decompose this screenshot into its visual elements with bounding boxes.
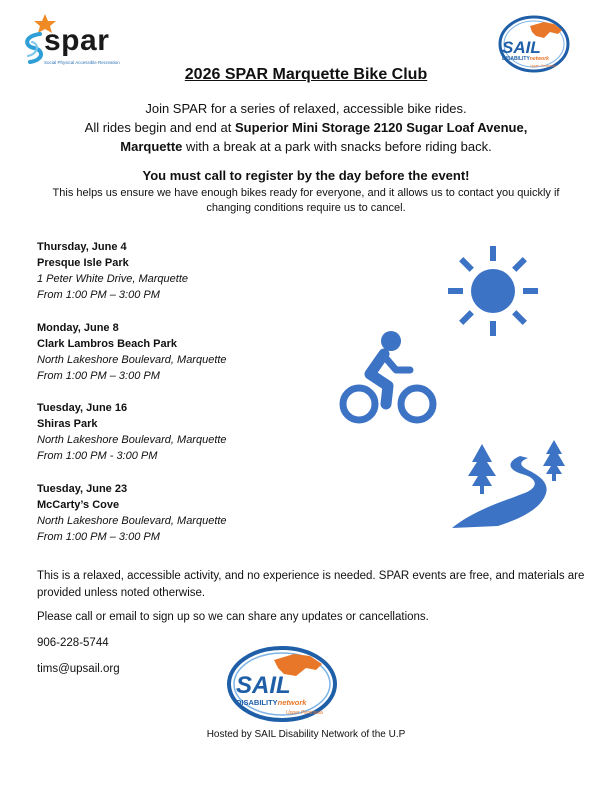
ride-address: North Lakeshore Boulevard, Marquette xyxy=(37,515,227,527)
contact-phone[interactable]: 906-228-5744 xyxy=(37,637,109,649)
sail-caption: Upper Peninsula xyxy=(286,710,323,716)
ride-item xyxy=(37,481,367,545)
ride-day: Monday, June 8 xyxy=(37,322,119,334)
ride-day: Thursday, June 4 xyxy=(37,241,127,253)
spar-tagline: Social Physical Accessible Recreation xyxy=(44,60,120,65)
ride-address: 1 Peter White Drive, Marquette xyxy=(37,273,189,285)
intro-text: Join SPAR for a series of relaxed, accessible bike rides. All rides begin and end at Superior Mini Storage 2120 Sugar Loaf Avenue, Marquette with a break at a park with snacks before riding back. xyxy=(84,101,528,154)
register-notice: You must call to register by the day before the event! xyxy=(142,168,470,183)
spar-wordmark: spar xyxy=(44,24,110,57)
ride-day: Tuesday, June 23 xyxy=(37,483,128,495)
swirl-icon xyxy=(27,34,41,62)
contact-email[interactable]: tims@upsail.org xyxy=(37,663,120,675)
ride-address: North Lakeshore Boulevard, Marquette xyxy=(37,434,227,446)
contact-prompt: Please call or email to sign up so we can share any updates or cancellations. xyxy=(37,611,429,623)
ride-time: From 1:00 PM – 3:00 PM xyxy=(37,531,160,543)
trail-trees-icon xyxy=(444,436,574,536)
sail-wordmark: SAIL xyxy=(502,38,541,57)
tree-icon xyxy=(543,440,565,474)
register-detail: This helps us ensure we have enough bikes ready for everyone, and it allows us to contact you quickly if changing conditions require us to cancel. xyxy=(52,187,560,214)
ride-park: McCarty’s Cove xyxy=(37,499,120,511)
sail-subtitle: DISABILITYnetwork xyxy=(502,56,549,62)
ride-park: Shiras Park xyxy=(37,418,98,430)
ride-time: From 1:00 PM - 3:00 PM xyxy=(37,450,158,462)
sail-logo-bottom xyxy=(224,642,340,724)
sail-caption: Upper Peninsula xyxy=(530,64,556,68)
ride-day: Tuesday, June 16 xyxy=(37,402,128,414)
ride-item xyxy=(37,400,367,464)
sail-logo-top xyxy=(496,12,572,74)
page-title: 2026 SPAR Marquette Bike Club xyxy=(184,66,428,83)
ride-park: Clark Lambros Beach Park xyxy=(37,338,178,350)
details-paragraph: This is a relaxed, accessible activity, and no experience is needed. SPAR events are free, and materials are provided unless noted otherwise. xyxy=(37,570,585,599)
sun-icon xyxy=(448,246,538,336)
ride-time: From 1:00 PM – 3:00 PM xyxy=(37,370,160,382)
trail-path-icon xyxy=(452,456,547,528)
ride-item xyxy=(37,320,367,384)
sail-subtitle: DISABILITYnetwork xyxy=(236,698,307,707)
ride-item xyxy=(37,239,367,303)
ride-address: North Lakeshore Boulevard, Marquette xyxy=(37,354,227,366)
bicycle-rider-icon xyxy=(336,326,440,426)
sail-wordmark: SAIL xyxy=(236,672,291,699)
tree-icon xyxy=(468,444,496,486)
ride-park: Presque Isle Park xyxy=(37,257,129,269)
ride-time: From 1:00 PM – 3:00 PM xyxy=(37,289,160,301)
footer-hosted-by: Hosted by SAIL Disability Network of the U.P xyxy=(206,729,406,740)
